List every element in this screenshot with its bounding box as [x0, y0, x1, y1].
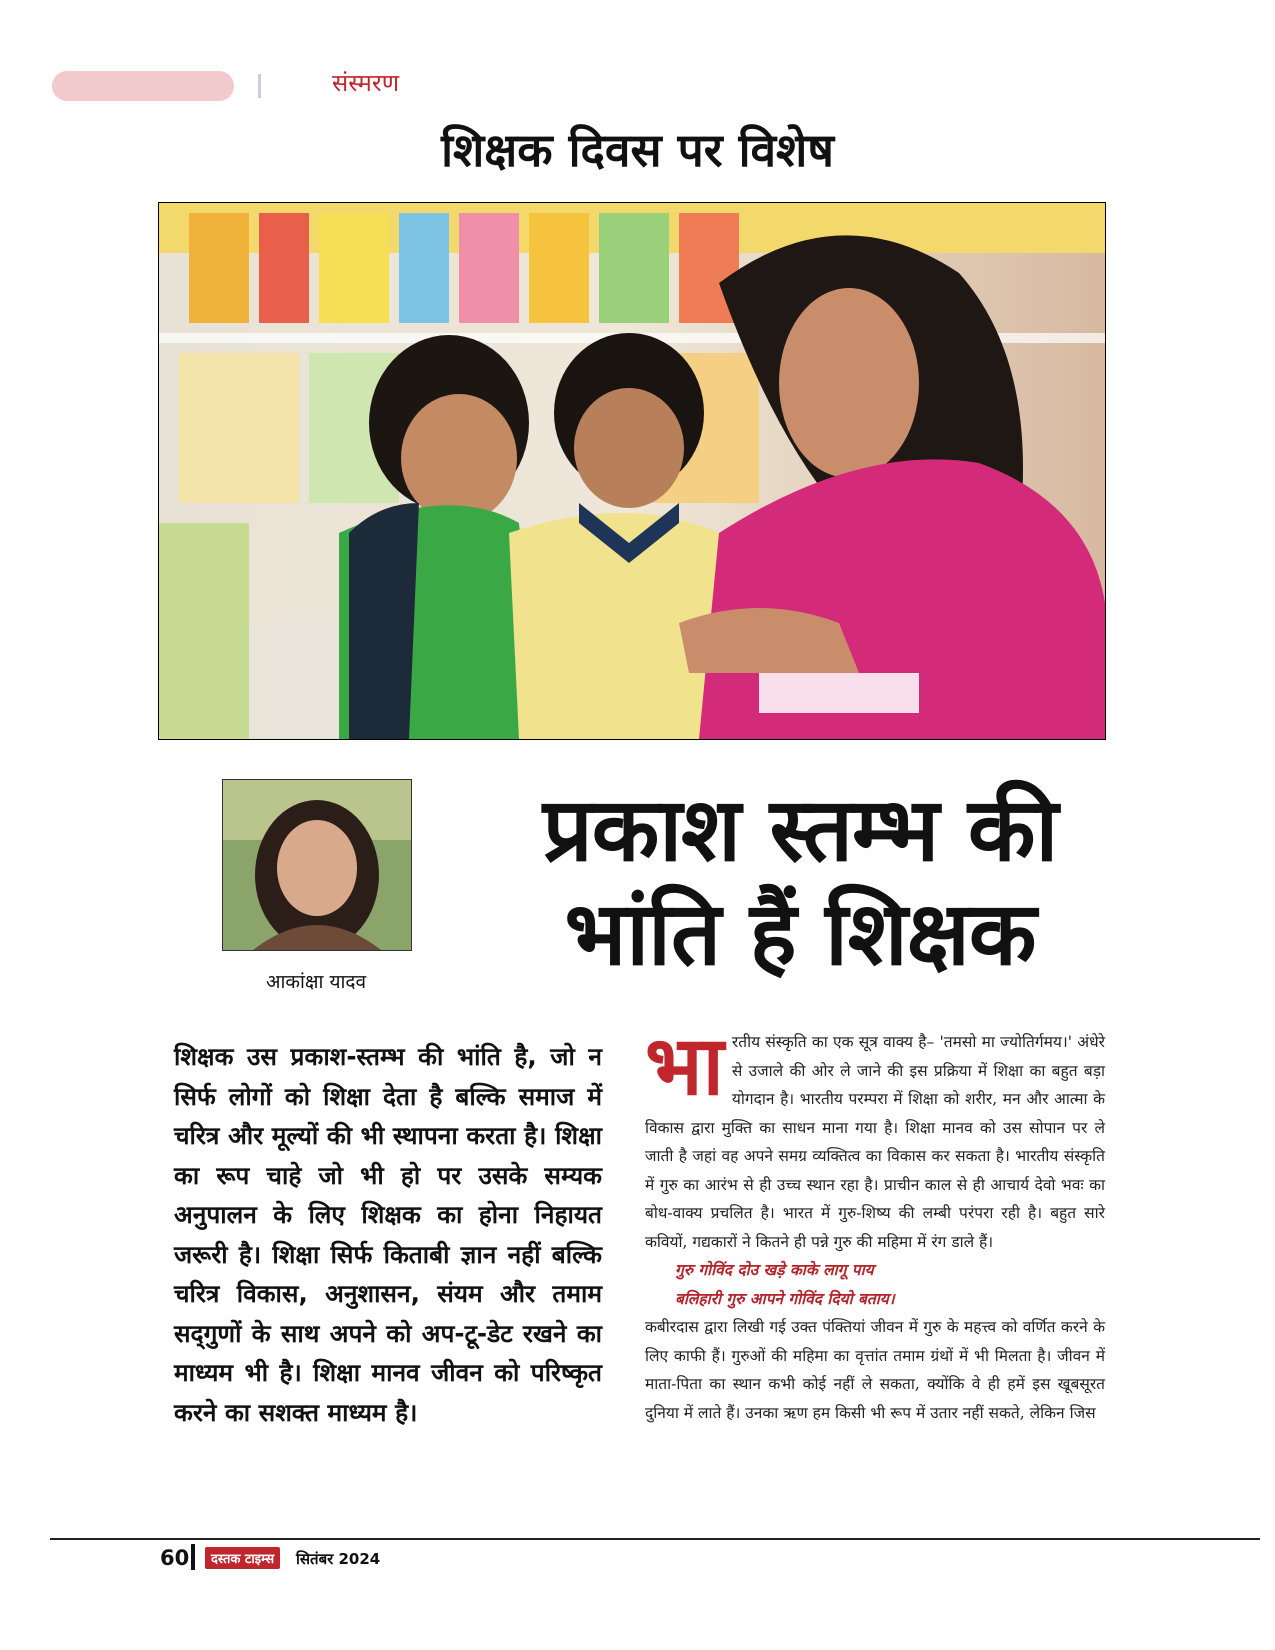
paragraph-2: कबीरदास द्वारा लिखी गई उक्त पंक्तियां जीवन में गुरु के महत्त्व को वर्णित करने के लिए काफी हैं। गुरुओं की महिमा का वृत्तांत तमाम ग्रंथों में भी मिलता है। जीवन में माता-पिता का स्थान कभी कोई नहीं ले सकता, क्योंकि वे ही हमें इस खूबसूरत दुनिया में लाते हैं। उनका ऋण हम किसी भी रूप में उतार नहीं सकते, लेकिन जिस	[645, 1318, 1105, 1422]
footer-rule	[50, 1538, 1260, 1540]
paragraph-1: रतीय संस्कृति का एक सूत्र वाक्य है– 'तमसो मा ज्योतिर्गमय।' अंधेरे से उजाले की ओर ले जाने की इस प्रक्रिया में शिक्षा का बहुत बड़ा योगदान है। भारतीय परम्परा में शिक्षा को शरीर, मन और आत्मा के विकास द्वारा मुक्ति का साधन माना गया है। शिक्षा मानव को उस सोपान पर ले जाती है जहां वह अपने समग्र व्यक्तित्व का विकास कर सकता है। भारतीय संस्कृति में गुरु का आरंभ से ही उच्च स्थान रहा है। प्राचीन काल से ही आचार्य देवो भवः का बोध-वाक्य प्रचलित है। भारत में गुरु-शिष्य की लम्बी परंपरा रही है। बहुत सारे कवियों, गद्यकारों ने कितने ही पन्ने गुरु की महिमा में रंग डाले हैं।	[645, 1033, 1105, 1251]
header-pill	[52, 71, 234, 101]
section-label: संस्मरण	[332, 69, 400, 97]
hero-photo	[158, 202, 1106, 740]
header-divider	[258, 74, 261, 98]
author-name: आकांक्षा यादव	[265, 971, 367, 993]
couplet-line-1: गुरु गोविंद दोउ खड़े काके लागू पाय	[675, 1260, 874, 1279]
headline-line-2: भांति हैं शिक्षक	[564, 882, 1036, 985]
author-photo	[222, 779, 412, 951]
footer-divider	[191, 1544, 195, 1570]
headline-line-1: प्रकाश स्तम्भ की	[542, 778, 1058, 881]
issue-date: सितंबर 2024	[296, 1550, 381, 1568]
brand-logo: दस्तक टाइम्स	[205, 1547, 280, 1569]
intro-text: शिक्षक उस प्रकाश-स्तम्भ की भांति है, जो न सिर्फ लोगों को शिक्षा देता है बल्कि समाज में चरित्र और मूल्यों की भी स्थापना करता है। शिक्षा का रूप चाहे जो भी हो पर उसके सम्यक अनुपालन के लिए शिक्षक का होना निहायत जरूरी है। शिक्षा सिर्फ किताबी ज्ञान नहीं बल्कि चरित्र विकास, अनुशासन, संयम और तमाम सद्‌गुणों के साथ अपने को अप-टू-डेट रखने का माध्यम भी है। शिक्षा मानव जीवन को परिष्कृत करने का सशक्त माध्यम है।	[174, 1042, 602, 1427]
kicker-title: शिक्षक दिवस पर विशेष	[441, 123, 834, 177]
drop-cap: भा	[645, 1019, 724, 1114]
headline	[470, 778, 1130, 986]
page-number: 60	[160, 1546, 190, 1570]
couplet-line-2: बलिहारी गुरु आपने गोविंद दियो बताय।	[675, 1288, 895, 1308]
article-body	[645, 1019, 1105, 1427]
